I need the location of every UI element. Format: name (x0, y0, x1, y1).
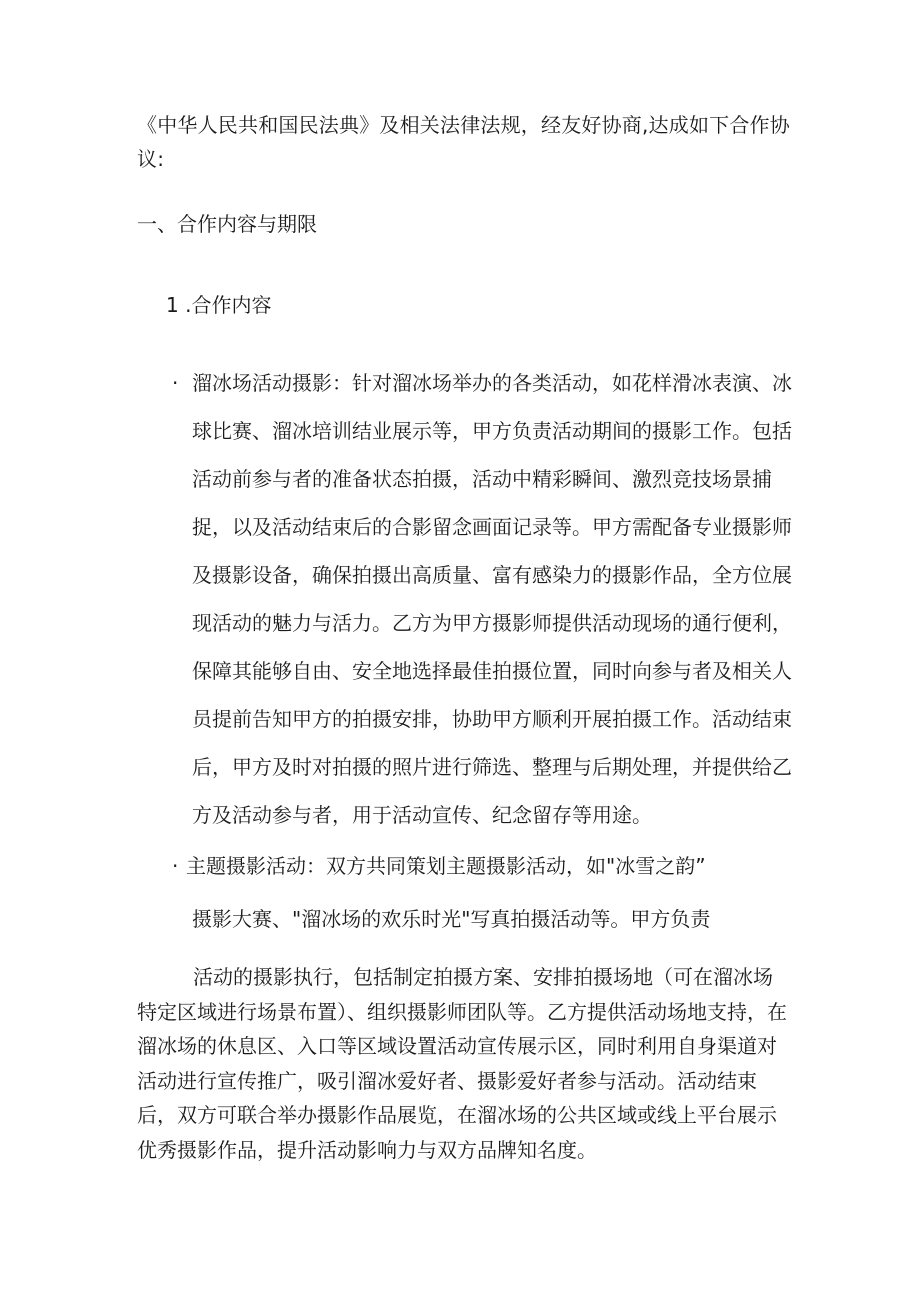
final-paragraph: 活动的摄影执行，包括制定拍摄方案、安排拍摄场地（可在溜冰场特定区域进行场景布置）、组织摄影师团队等。乙方提供活动场地支持，在溜冰场的休息区、入口等区域设置活动宣传展示区，同时利用自身渠道对活动进行宣传推广，吸引溜冰爱好者、摄影爱好者参与活动。活动结束后，双方可联合举办摄影作品展览，在溜冰场的公共区域或线上平台展示优秀摄影作品，提升活动影响力与双方品牌知名度。 (137, 965, 787, 1162)
section-heading: 一、合作内容与期限 (137, 212, 317, 236)
bullet-item-activity-photography: 溜冰场活动摄影：针对溜冰场举办的各类活动，如花样滑冰表演、冰球比赛、溜冰培训结业展示等，甲方负责活动期间的摄影工作。包括活动前参与者的准备状态拍摄，活动中精彩瞬间、激烈竞技场景捕捉，以及活动结束后的合影留念画面记录等。甲方需配备专业摄影师及摄影设备，确保拍摄出高质量、富有感染力的摄影作品，全方位展现活动的魅力与活力。乙方为甲方摄影师提供活动现场的通行便利，保障其能够自由、安全地选择最佳拍摄位置，同时向参与者及相关人员提前告知甲方的拍摄安排，协助甲方顺利开展拍摄工作。活动结束后，甲方及时对拍摄的照片进行筛选、整理与后期处理，并提供给乙方及活动参与者，用于活动宣传、纪念留存等用途。 (192, 371, 792, 827)
bullet-marker: · (172, 854, 179, 878)
bullet-marker: · (172, 371, 179, 395)
bullet-item-theme-photography: 主题摄影活动：双方共同策划主题摄影活动，如"冰雪之韵” (186, 854, 706, 878)
subsection-heading: 1 .合作内容 (166, 293, 272, 317)
continuation-line: 摄影大赛、"溜冰场的欢乐时光"写真拍摄活动等。甲方负责 (192, 907, 711, 931)
intro-paragraph: 《中华人民共和国民法典》及相关法律法规，经友好协商,达成如下合作协议: (137, 113, 790, 171)
